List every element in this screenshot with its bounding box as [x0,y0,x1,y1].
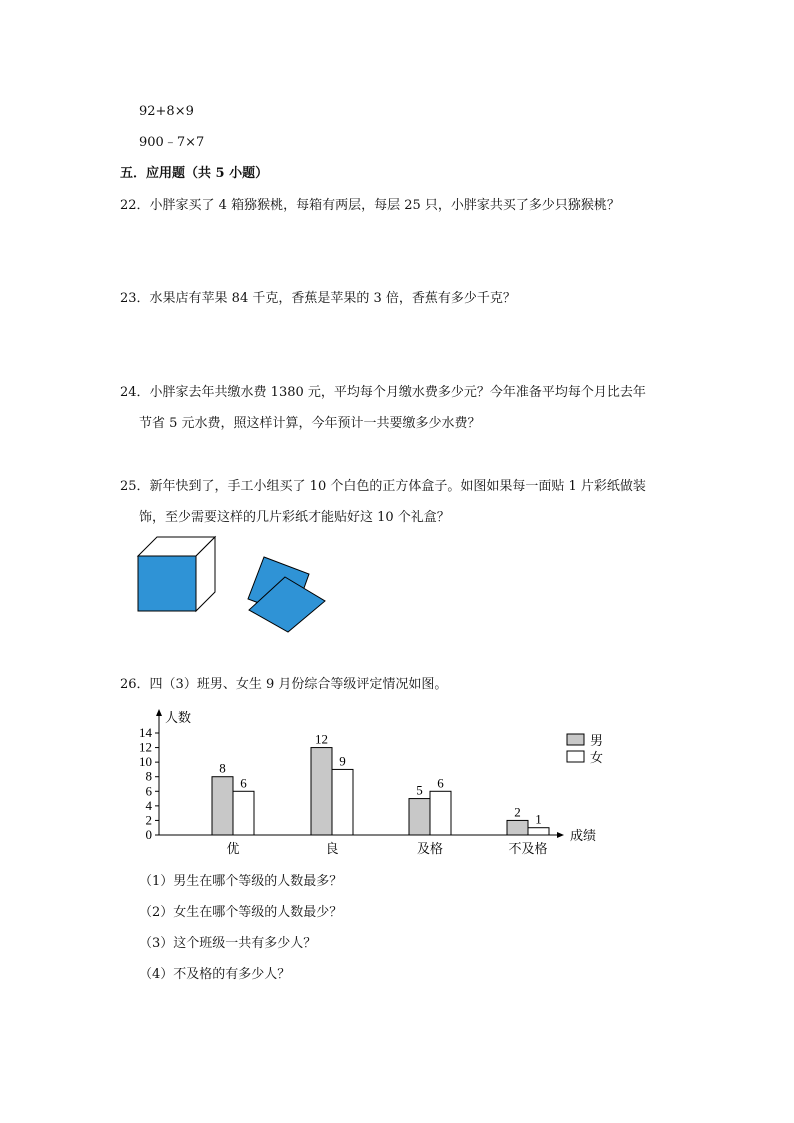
bar-female [528,828,549,835]
category-label: 及格 [416,841,444,856]
problem-24-line-2: 节省 5 元水费，照这样计算，今年预计一共要缴多少水费？ [139,416,481,431]
question-3: （3）这个班级一共有多少人？ [139,936,317,951]
bar-female [233,791,254,835]
data-label-female: 6 [437,775,444,791]
y-tick-label: 4 [145,797,152,813]
legend-label-male: 男 [590,733,604,748]
section-title: 五．应用题（共 5 小题） [120,166,269,181]
y-tick-label: 10 [139,754,152,770]
question-2: （2）女生在哪个等级的人数最少？ [139,905,343,920]
expression-1: 92+8×9 [139,104,194,119]
problem-25-line-2: 饰，至少需要这样的几片彩纸才能贴好这 10 个礼盒？ [139,510,450,525]
bar-female [430,791,451,835]
bar-male [311,748,332,835]
problem-26: 26．四（3）班男、女生 9 月份综合等级评定情况如图。 [120,677,448,692]
legend-swatch-male [567,734,584,745]
category-label: 良 [325,841,339,856]
data-label-female: 1 [535,811,542,827]
y-axis-arrow-icon [156,709,162,716]
y-tick-label: 14 [139,725,152,740]
problem-24-line-1: 24．小胖家去年共缴水费 1380 元，平均每个月缴水费多少元？今年准备平均每个月比去年 [120,385,646,400]
legend-swatch-female [567,751,584,762]
expression-2: 900﹣7×7 [139,135,205,150]
data-label-female: 6 [240,775,247,791]
legend-label-female: 女 [590,750,604,765]
question-4: （4）不及格的有多少人？ [139,967,291,982]
data-label-male: 8 [219,760,226,776]
data-label-male: 2 [514,804,521,820]
problem-23: 23．水果店有苹果 84 千克，香蕉是苹果的 3 倍，香蕉有多少千克？ [120,291,516,306]
bar-male [507,820,528,835]
y-tick-label: 0 [145,827,152,842]
question-1: （1）男生在哪个等级的人数最多？ [139,874,343,889]
x-axis-arrow-icon [557,832,564,838]
x-axis-title: 成绩 [570,828,597,843]
bar-male [409,799,430,835]
y-tick-label: 8 [145,768,152,784]
bar-female [332,769,353,835]
category-label: 优 [226,841,240,856]
data-label-male: 5 [416,782,423,798]
data-label-female: 9 [339,753,346,769]
problem-25-line-1: 25．新年快到了，手工小组买了 10 个白色的正方体盒子。如图如果每一面贴 1 片彩纸做装 [120,479,646,494]
category-label: 不及格 [508,841,548,856]
y-tick-label: 6 [145,783,152,799]
y-tick-label: 2 [145,812,152,828]
problem-22: 22．小胖家买了 4 箱猕猴桃，每箱有两层，每层 25 只，小胖家共买了多少只猕猴桃？ [120,198,620,213]
data-label-male: 12 [315,731,328,747]
y-tick-label: 12 [139,739,152,755]
y-axis-title: 人数 [165,710,192,725]
bar-male [212,777,233,835]
